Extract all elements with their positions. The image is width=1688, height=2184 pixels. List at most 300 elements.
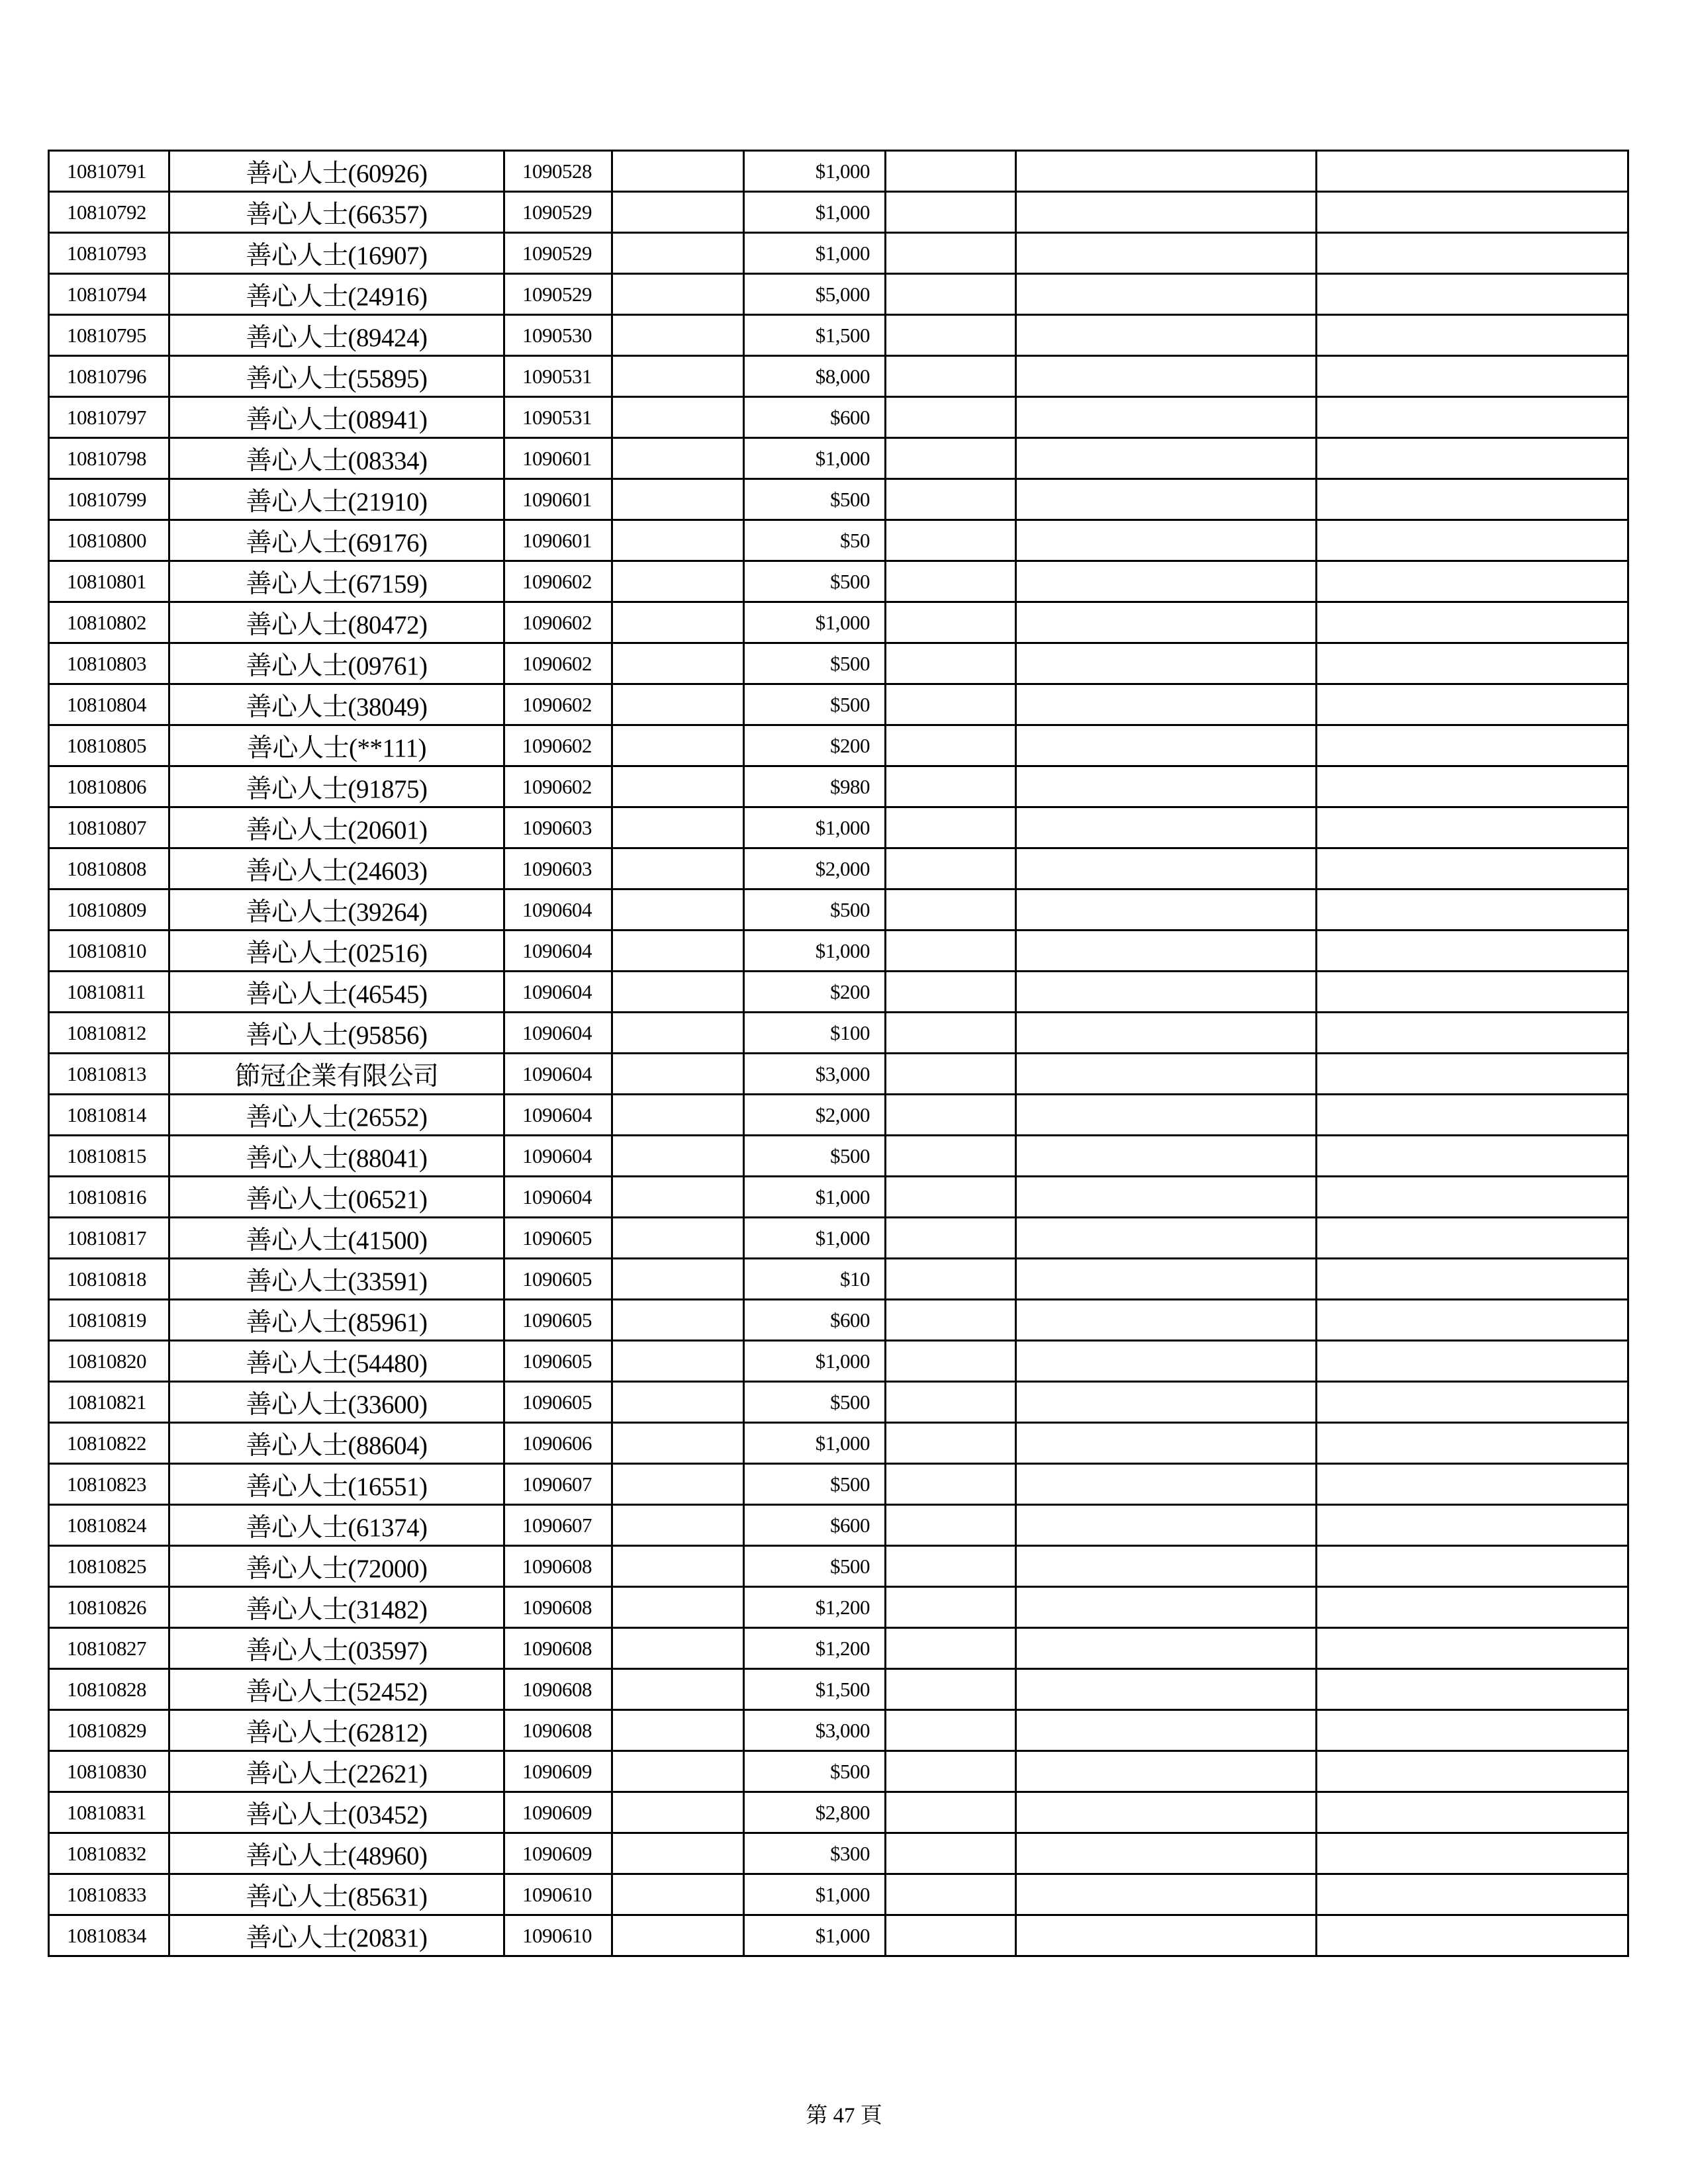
blank-cell xyxy=(612,1464,744,1505)
amount-cell: $1,000 xyxy=(744,1341,886,1382)
blank-cell xyxy=(1317,1423,1628,1464)
blank-cell xyxy=(886,1546,1016,1587)
blank-cell xyxy=(886,643,1016,684)
blank-cell xyxy=(612,1833,744,1874)
donor-name-cell: 善心人士(08334) xyxy=(169,438,504,479)
blank-cell xyxy=(1317,1136,1628,1177)
amount-cell: $1,000 xyxy=(744,1177,886,1218)
donor-name-cell: 善心人士(48960) xyxy=(169,1833,504,1874)
blank-cell xyxy=(886,1710,1016,1751)
blank-cell xyxy=(1317,1710,1628,1751)
receipt-number-cell: 10810824 xyxy=(49,1505,169,1546)
blank-cell xyxy=(1317,766,1628,807)
amount-cell: $600 xyxy=(744,397,886,438)
blank-cell xyxy=(612,1587,744,1628)
blank-cell xyxy=(612,1300,744,1341)
donor-name-cell: 善心人士(91875) xyxy=(169,766,504,807)
receipt-number-cell: 10810796 xyxy=(49,356,169,397)
table-row xyxy=(49,151,1628,192)
receipt-number-cell: 10810814 xyxy=(49,1095,169,1136)
blank-cell xyxy=(612,561,744,602)
amount-cell: $980 xyxy=(744,766,886,807)
receipt-number-cell: 10810802 xyxy=(49,602,169,643)
blank-cell xyxy=(1317,643,1628,684)
receipt-number-cell: 10810831 xyxy=(49,1792,169,1833)
blank-cell xyxy=(1317,479,1628,520)
blank-cell xyxy=(1016,1874,1317,1915)
blank-cell xyxy=(1016,1136,1317,1177)
donation-date-cell: 1090601 xyxy=(504,520,612,561)
blank-cell xyxy=(1317,356,1628,397)
donation-date-cell: 1090604 xyxy=(504,889,612,931)
blank-cell xyxy=(886,438,1016,479)
blank-cell xyxy=(1016,192,1317,233)
blank-cell xyxy=(612,725,744,766)
donor-name-cell: 善心人士(16907) xyxy=(169,233,504,274)
table-row xyxy=(49,1382,1628,1423)
blank-cell xyxy=(886,1751,1016,1792)
table-row xyxy=(49,1833,1628,1874)
receipt-number-cell: 10810815 xyxy=(49,1136,169,1177)
amount-cell: $1,200 xyxy=(744,1628,886,1669)
blank-cell xyxy=(1317,520,1628,561)
donor-name-cell: 善心人士(41500) xyxy=(169,1218,504,1259)
blank-cell xyxy=(886,1218,1016,1259)
blank-cell xyxy=(1016,1218,1317,1259)
donation-date-cell: 1090602 xyxy=(504,561,612,602)
donation-date-cell: 1090606 xyxy=(504,1423,612,1464)
table-row xyxy=(49,397,1628,438)
table-row xyxy=(49,1300,1628,1341)
blank-cell xyxy=(886,397,1016,438)
table-row xyxy=(49,1628,1628,1669)
blank-cell xyxy=(1016,1464,1317,1505)
table-row xyxy=(49,1669,1628,1710)
donation-date-cell: 1090529 xyxy=(504,274,612,315)
table-row xyxy=(49,356,1628,397)
amount-cell: $5,000 xyxy=(744,274,886,315)
table-row xyxy=(49,766,1628,807)
amount-cell: $500 xyxy=(744,1751,886,1792)
table-row xyxy=(49,1218,1628,1259)
table-row xyxy=(49,1423,1628,1464)
donation-date-cell: 1090608 xyxy=(504,1710,612,1751)
blank-cell xyxy=(886,684,1016,725)
blank-cell xyxy=(612,931,744,972)
blank-cell xyxy=(1317,1546,1628,1587)
donor-name-cell: 善心人士(69176) xyxy=(169,520,504,561)
blank-cell xyxy=(1016,1792,1317,1833)
donor-name-cell: 善心人士(06521) xyxy=(169,1177,504,1218)
amount-cell: $600 xyxy=(744,1505,886,1546)
receipt-number-cell: 10810799 xyxy=(49,479,169,520)
amount-cell: $500 xyxy=(744,889,886,931)
blank-cell xyxy=(886,766,1016,807)
amount-cell: $100 xyxy=(744,1013,886,1054)
donation-date-cell: 1090605 xyxy=(504,1300,612,1341)
blank-cell xyxy=(612,1259,744,1300)
blank-cell xyxy=(886,274,1016,315)
blank-cell xyxy=(1317,1464,1628,1505)
amount-cell: $1,000 xyxy=(744,438,886,479)
blank-cell xyxy=(1016,1341,1317,1382)
blank-cell xyxy=(886,1915,1016,1956)
donor-name-cell: 善心人士(89424) xyxy=(169,315,504,356)
donor-name-cell: 善心人士(33600) xyxy=(169,1382,504,1423)
blank-cell xyxy=(1317,1915,1628,1956)
amount-cell: $1,000 xyxy=(744,233,886,274)
blank-cell xyxy=(1317,151,1628,192)
donation-date-cell: 1090601 xyxy=(504,438,612,479)
donor-name-cell: 善心人士(88041) xyxy=(169,1136,504,1177)
blank-cell xyxy=(1016,1710,1317,1751)
blank-cell xyxy=(886,1013,1016,1054)
donation-date-cell: 1090605 xyxy=(504,1382,612,1423)
blank-cell xyxy=(1016,520,1317,561)
receipt-number-cell: 10810801 xyxy=(49,561,169,602)
amount-cell: $2,000 xyxy=(744,1095,886,1136)
donor-name-cell: 善心人士(20831) xyxy=(169,1915,504,1956)
blank-cell xyxy=(612,397,744,438)
blank-cell xyxy=(1317,1874,1628,1915)
donor-name-cell: 善心人士(09761) xyxy=(169,643,504,684)
blank-cell xyxy=(1317,1628,1628,1669)
table-row xyxy=(49,1013,1628,1054)
blank-cell xyxy=(612,151,744,192)
donor-name-cell: 善心人士(03452) xyxy=(169,1792,504,1833)
blank-cell xyxy=(886,931,1016,972)
blank-cell xyxy=(612,972,744,1013)
blank-cell xyxy=(612,766,744,807)
blank-cell xyxy=(1317,1341,1628,1382)
blank-cell xyxy=(1016,972,1317,1013)
blank-cell xyxy=(1016,602,1317,643)
receipt-number-cell: 10810811 xyxy=(49,972,169,1013)
donor-name-cell: 善心人士(80472) xyxy=(169,602,504,643)
blank-cell xyxy=(1317,397,1628,438)
donation-date-cell: 1090530 xyxy=(504,315,612,356)
table-row xyxy=(49,561,1628,602)
table-row xyxy=(49,1505,1628,1546)
donation-date-cell: 1090529 xyxy=(504,192,612,233)
donation-table-body xyxy=(49,151,1628,1956)
blank-cell xyxy=(1016,1628,1317,1669)
blank-cell xyxy=(1317,1300,1628,1341)
receipt-number-cell: 10810812 xyxy=(49,1013,169,1054)
blank-cell xyxy=(612,1792,744,1833)
donation-date-cell: 1090605 xyxy=(504,1259,612,1300)
blank-cell xyxy=(1016,1054,1317,1095)
donation-date-cell: 1090610 xyxy=(504,1874,612,1915)
donor-name-cell: 善心人士(02516) xyxy=(169,931,504,972)
table-row xyxy=(49,1546,1628,1587)
blank-cell xyxy=(1016,397,1317,438)
donor-name-cell: 善心人士(72000) xyxy=(169,1546,504,1587)
blank-cell xyxy=(886,356,1016,397)
amount-cell: $500 xyxy=(744,1382,886,1423)
blank-cell xyxy=(886,1505,1016,1546)
amount-cell: $1,200 xyxy=(744,1587,886,1628)
blank-cell xyxy=(886,1054,1016,1095)
donation-date-cell: 1090603 xyxy=(504,807,612,848)
blank-cell xyxy=(886,1587,1016,1628)
amount-cell: $1,500 xyxy=(744,315,886,356)
table-row xyxy=(49,1874,1628,1915)
donor-name-cell: 善心人士(95856) xyxy=(169,1013,504,1054)
table-row xyxy=(49,1177,1628,1218)
blank-cell xyxy=(1317,274,1628,315)
donor-name-cell: 善心人士(21910) xyxy=(169,479,504,520)
receipt-number-cell: 10810813 xyxy=(49,1054,169,1095)
blank-cell xyxy=(612,356,744,397)
receipt-number-cell: 10810821 xyxy=(49,1382,169,1423)
table-row xyxy=(49,274,1628,315)
amount-cell: $3,000 xyxy=(744,1054,886,1095)
donor-name-cell: 善心人士(85631) xyxy=(169,1874,504,1915)
blank-cell xyxy=(1016,315,1317,356)
donation-date-cell: 1090604 xyxy=(504,1177,612,1218)
blank-cell xyxy=(886,479,1016,520)
amount-cell: $1,000 xyxy=(744,1874,886,1915)
receipt-number-cell: 10810791 xyxy=(49,151,169,192)
blank-cell xyxy=(1016,1300,1317,1341)
blank-cell xyxy=(1016,807,1317,848)
blank-cell xyxy=(1016,684,1317,725)
receipt-number-cell: 10810797 xyxy=(49,397,169,438)
blank-cell xyxy=(886,151,1016,192)
donor-name-cell: 善心人士(24916) xyxy=(169,274,504,315)
table-row xyxy=(49,315,1628,356)
blank-cell xyxy=(612,1054,744,1095)
blank-cell xyxy=(1317,438,1628,479)
table-row xyxy=(49,931,1628,972)
donation-date-cell: 1090531 xyxy=(504,397,612,438)
blank-cell xyxy=(612,1423,744,1464)
blank-cell xyxy=(1317,1669,1628,1710)
blank-cell xyxy=(886,807,1016,848)
donation-date-cell: 1090604 xyxy=(504,1054,612,1095)
donor-name-cell: 善心人士(67159) xyxy=(169,561,504,602)
blank-cell xyxy=(612,1095,744,1136)
amount-cell: $1,000 xyxy=(744,1218,886,1259)
blank-cell xyxy=(886,972,1016,1013)
donation-date-cell: 1090604 xyxy=(504,1095,612,1136)
blank-cell xyxy=(1016,889,1317,931)
blank-cell xyxy=(886,725,1016,766)
blank-cell xyxy=(886,1464,1016,1505)
blank-cell xyxy=(1317,561,1628,602)
table-row xyxy=(49,1792,1628,1833)
amount-cell: $1,000 xyxy=(744,807,886,848)
receipt-number-cell: 10810826 xyxy=(49,1587,169,1628)
amount-cell: $500 xyxy=(744,1464,886,1505)
amount-cell: $2,000 xyxy=(744,848,886,889)
blank-cell xyxy=(612,1177,744,1218)
blank-cell xyxy=(1016,479,1317,520)
blank-cell xyxy=(1016,766,1317,807)
receipt-number-cell: 10810832 xyxy=(49,1833,169,1874)
amount-cell: $500 xyxy=(744,1136,886,1177)
blank-cell xyxy=(1016,848,1317,889)
blank-cell xyxy=(886,1874,1016,1915)
blank-cell xyxy=(886,1669,1016,1710)
blank-cell xyxy=(1317,807,1628,848)
amount-cell: $3,000 xyxy=(744,1710,886,1751)
donor-name-cell: 善心人士(88604) xyxy=(169,1423,504,1464)
receipt-number-cell: 10810829 xyxy=(49,1710,169,1751)
table-row xyxy=(49,1259,1628,1300)
donation-date-cell: 1090601 xyxy=(504,479,612,520)
amount-cell: $2,800 xyxy=(744,1792,886,1833)
blank-cell xyxy=(612,889,744,931)
donor-name-cell: 善心人士(**111) xyxy=(169,725,504,766)
blank-cell xyxy=(1016,1669,1317,1710)
amount-cell: $1,000 xyxy=(744,192,886,233)
amount-cell: $10 xyxy=(744,1259,886,1300)
blank-cell xyxy=(1016,1382,1317,1423)
blank-cell xyxy=(1317,1218,1628,1259)
donor-name-cell: 善心人士(16551) xyxy=(169,1464,504,1505)
table-row xyxy=(49,1751,1628,1792)
donor-name-cell: 善心人士(85961) xyxy=(169,1300,504,1341)
blank-cell xyxy=(1016,274,1317,315)
donation-date-cell: 1090531 xyxy=(504,356,612,397)
blank-cell xyxy=(1317,1587,1628,1628)
blank-cell xyxy=(886,848,1016,889)
table-row xyxy=(49,192,1628,233)
blank-cell xyxy=(886,1792,1016,1833)
blank-cell xyxy=(1016,561,1317,602)
receipt-number-cell: 10810808 xyxy=(49,848,169,889)
amount-cell: $500 xyxy=(744,561,886,602)
blank-cell xyxy=(1016,1505,1317,1546)
table-row xyxy=(49,602,1628,643)
blank-cell xyxy=(886,520,1016,561)
table-row xyxy=(49,684,1628,725)
amount-cell: $50 xyxy=(744,520,886,561)
receipt-number-cell: 10810793 xyxy=(49,233,169,274)
donor-name-cell: 善心人士(54480) xyxy=(169,1341,504,1382)
donation-date-cell: 1090608 xyxy=(504,1628,612,1669)
blank-cell xyxy=(886,1382,1016,1423)
donation-date-cell: 1090602 xyxy=(504,643,612,684)
donor-name-cell: 善心人士(61374) xyxy=(169,1505,504,1546)
blank-cell xyxy=(612,602,744,643)
amount-cell: $500 xyxy=(744,684,886,725)
table-row xyxy=(49,889,1628,931)
donation-date-cell: 1090602 xyxy=(504,725,612,766)
donation-date-cell: 1090604 xyxy=(504,931,612,972)
receipt-number-cell: 10810823 xyxy=(49,1464,169,1505)
amount-cell: $200 xyxy=(744,725,886,766)
donation-date-cell: 1090604 xyxy=(504,1136,612,1177)
blank-cell xyxy=(1016,233,1317,274)
blank-cell xyxy=(886,602,1016,643)
blank-cell xyxy=(1317,1054,1628,1095)
blank-cell xyxy=(612,807,744,848)
amount-cell: $1,500 xyxy=(744,1669,886,1710)
blank-cell xyxy=(1317,1013,1628,1054)
donation-date-cell: 1090602 xyxy=(504,766,612,807)
blank-cell xyxy=(1016,1587,1317,1628)
blank-cell xyxy=(1317,848,1628,889)
donor-name-cell: 善心人士(08941) xyxy=(169,397,504,438)
blank-cell xyxy=(1317,1505,1628,1546)
donation-date-cell: 1090528 xyxy=(504,151,612,192)
receipt-number-cell: 10810817 xyxy=(49,1218,169,1259)
table-row xyxy=(49,1587,1628,1628)
donor-name-cell: 善心人士(31482) xyxy=(169,1587,504,1628)
donation-date-cell: 1090605 xyxy=(504,1218,612,1259)
blank-cell xyxy=(612,1915,744,1956)
donation-date-cell: 1090610 xyxy=(504,1915,612,1956)
blank-cell xyxy=(612,1546,744,1587)
amount-cell: $200 xyxy=(744,972,886,1013)
donation-date-cell: 1090603 xyxy=(504,848,612,889)
blank-cell xyxy=(1016,1259,1317,1300)
receipt-number-cell: 10810804 xyxy=(49,684,169,725)
blank-cell xyxy=(1317,1382,1628,1423)
donation-table xyxy=(48,150,1629,1957)
blank-cell xyxy=(1317,684,1628,725)
donation-date-cell: 1090602 xyxy=(504,602,612,643)
blank-cell xyxy=(886,1300,1016,1341)
blank-cell xyxy=(1317,1833,1628,1874)
donation-date-cell: 1090529 xyxy=(504,233,612,274)
table-row xyxy=(49,1341,1628,1382)
donor-name-cell: 善心人士(03597) xyxy=(169,1628,504,1669)
blank-cell xyxy=(612,192,744,233)
donor-name-cell: 善心人士(60926) xyxy=(169,151,504,192)
blank-cell xyxy=(612,315,744,356)
blank-cell xyxy=(1016,1013,1317,1054)
amount-cell: $1,000 xyxy=(744,602,886,643)
donation-date-cell: 1090604 xyxy=(504,1013,612,1054)
amount-cell: $300 xyxy=(744,1833,886,1874)
donation-date-cell: 1090609 xyxy=(504,1751,612,1792)
table-row xyxy=(49,1136,1628,1177)
donor-name-cell: 善心人士(20601) xyxy=(169,807,504,848)
donor-name-cell: 善心人士(52452) xyxy=(169,1669,504,1710)
blank-cell xyxy=(1016,438,1317,479)
receipt-number-cell: 10810828 xyxy=(49,1669,169,1710)
amount-cell: $500 xyxy=(744,479,886,520)
donation-date-cell: 1090602 xyxy=(504,684,612,725)
table-row xyxy=(49,848,1628,889)
blank-cell xyxy=(1016,1751,1317,1792)
receipt-number-cell: 10810805 xyxy=(49,725,169,766)
table-row xyxy=(49,972,1628,1013)
receipt-number-cell: 10810795 xyxy=(49,315,169,356)
donation-date-cell: 1090608 xyxy=(504,1587,612,1628)
blank-cell xyxy=(886,1833,1016,1874)
donation-date-cell: 1090604 xyxy=(504,972,612,1013)
blank-cell xyxy=(612,479,744,520)
blank-cell xyxy=(612,848,744,889)
blank-cell xyxy=(886,192,1016,233)
blank-cell xyxy=(612,684,744,725)
receipt-number-cell: 10810833 xyxy=(49,1874,169,1915)
table-row xyxy=(49,725,1628,766)
donor-name-cell: 善心人士(39264) xyxy=(169,889,504,931)
blank-cell xyxy=(612,274,744,315)
blank-cell xyxy=(612,438,744,479)
blank-cell xyxy=(1317,1751,1628,1792)
blank-cell xyxy=(612,1874,744,1915)
donor-name-cell: 善心人士(26552) xyxy=(169,1095,504,1136)
receipt-number-cell: 10810830 xyxy=(49,1751,169,1792)
donor-name-cell: 善心人士(24603) xyxy=(169,848,504,889)
